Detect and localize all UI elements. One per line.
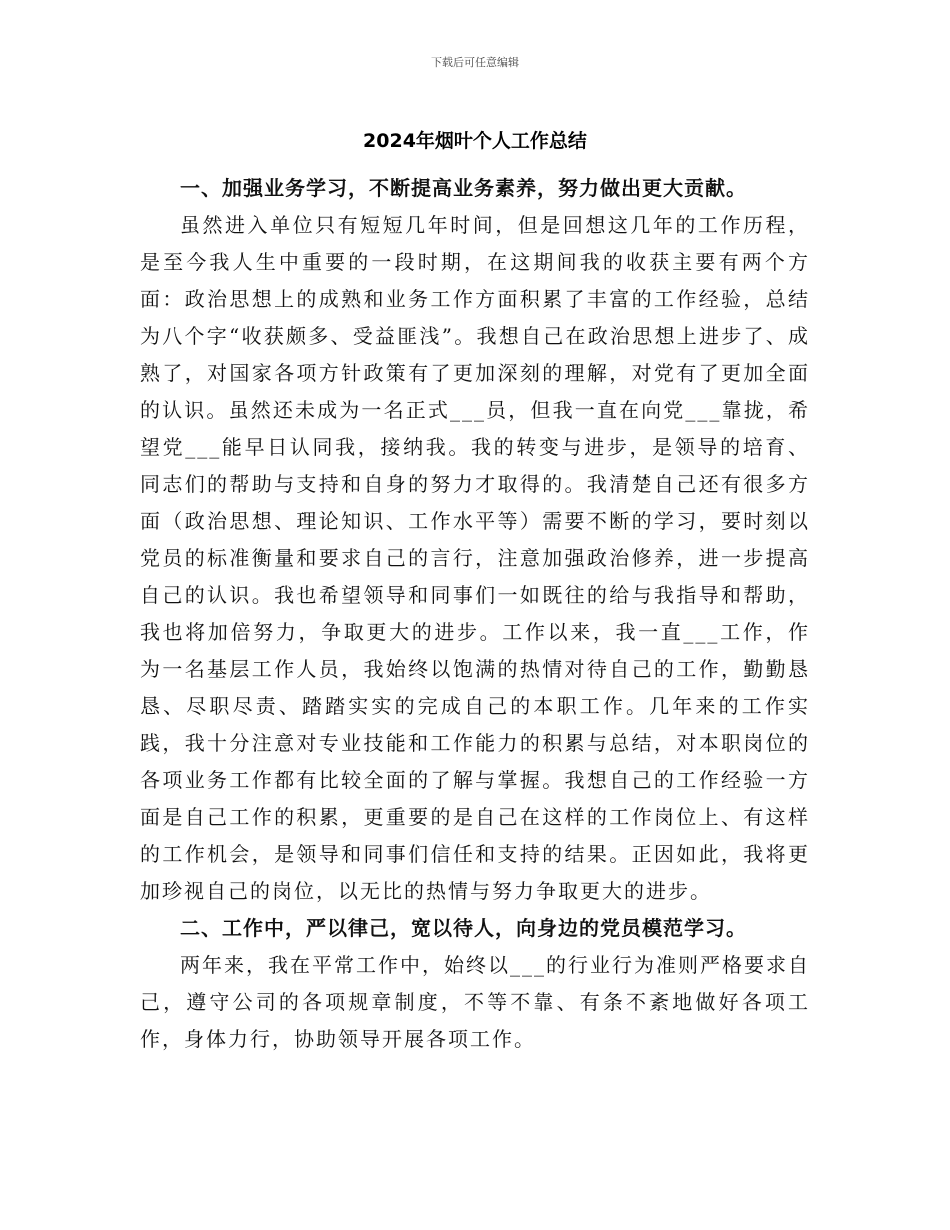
- section-paragraph: 两年来，我在平常工作中，始终以___的行业行为准则严格要求自己，遵守公司的各项规章制度，不等不靠、有条不紊地做好各项工作，身体力行，协助领导开展各项工作。: [140, 953, 810, 1051]
- document-body: [140, 170, 810, 1058]
- document-title: 2024年烟叶个人工作总结: [363, 130, 587, 152]
- header-note: 下载后可任意编辑: [431, 56, 519, 69]
- section-heading: 一、加强业务学习，不断提高业务素养，努力做出更大贡献。: [180, 176, 747, 200]
- section-heading: 二、工作中，严以律己，宽以待人，向身边的党员模范学习。: [180, 916, 747, 940]
- section-paragraph: 虽然进入单位只有短短几年时间，但是回想这几年的工作历程，是至今我人生中重要的一段时期，在这期间我的收获主要有两个方面：政治思想上的成熟和业务工作方面积累了丰富的工作经验，总结为八个字“收获颇多、受益匪浅”。我想自己在政治思想上进步了、成熟了，对国家各项方针政策有了更加深刻的理解，对党有了更加全面的认识。虽然还未成为一名正式___员，但我一直在向党___靠拢，希望党___能早日认同我，接纳我。我的转变与进步，是领导的培育、同志们的帮助与支持和自身的努力才取得的。我清楚自己还有很多方面（政治思想、理论知识、工作水平等）需要不断的学习，要时刻以党员的标准衡量和要求自己的言行，注意加强政治修养，进一步提高自己的认识。我也希望领导和同事们一如既往的给与我指导和帮助，我也将加倍努力，争取更大的进步。工作以来，我一直___工作，作为一名基层工作人员，我始终以饱满的热情对待自己的工作，勤勤恳恳、尽职尽责、踏踏实实的完成自己的本职工作。几年来的工作实践，我十分注意对专业技能和工作能力的积累与总结，对本职岗位的各项业务工作都有比较全面的了解与掌握。我想自己的工作经验一方面是自己工作的积累，更重要的是自己在这样的工作岗位上、有这样的工作机会，是领导和同事们信任和支持的结果。正因如此，我将更加珍视自己的岗位，以无比的热情与努力争取更大的进步。: [140, 213, 810, 903]
